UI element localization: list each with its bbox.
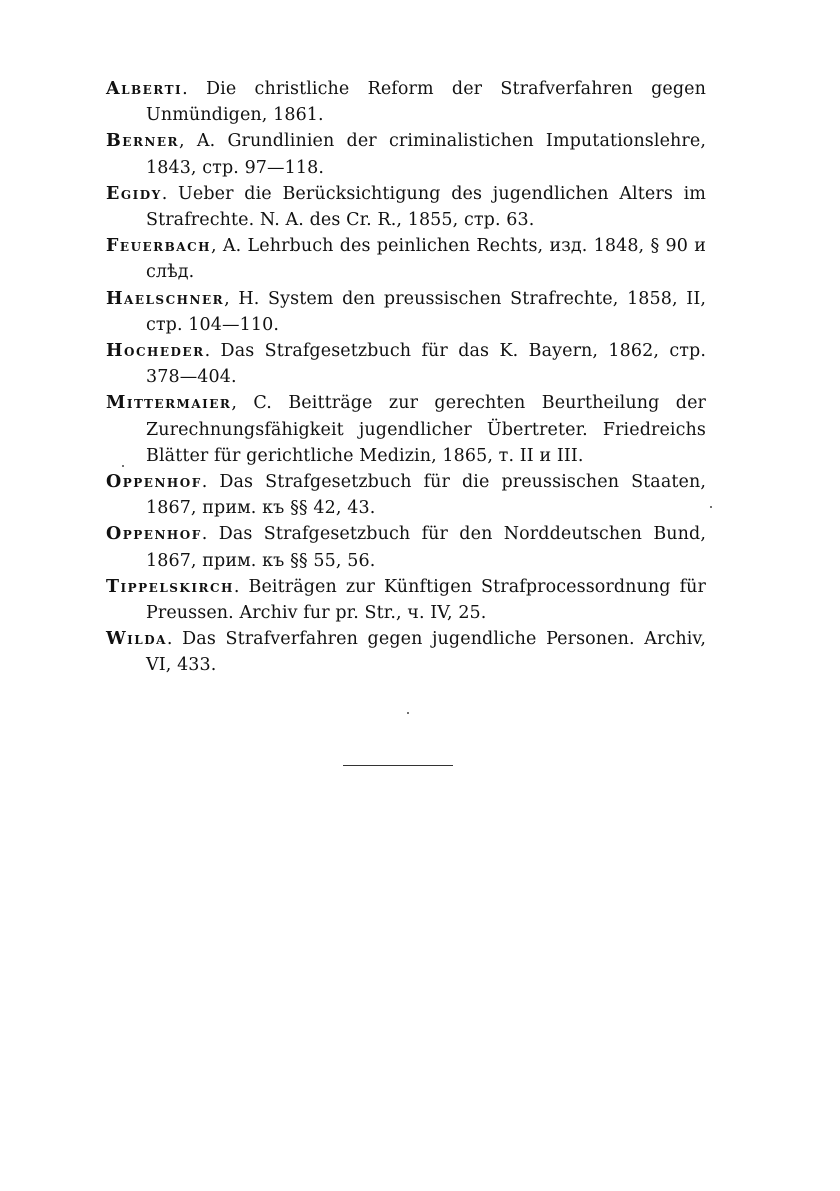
entry-author: Haelschner [106,288,225,309]
entry-author: Feuerbach [106,236,211,257]
scan-speck [407,712,409,714]
entry-text: . Beiträgen zur Künftigen Strafprocessordnung für Preussen. Archiv fur pr. Str., ч. IV, 25. [146,576,706,624]
scan-speck [122,465,124,467]
scan-speck [710,506,712,508]
bibliography-entry [106,233,706,285]
entry-text: . Das Strafgesetzbuch für den Norddeutschen Bund, 1867, прим. къ §§ 55, 56. [146,524,706,571]
entry-author: Alberti [106,79,183,99]
entry-author: Mittermaier [106,393,232,414]
bibliography-entry [106,181,706,233]
entry-text: . Das Strafgesetzbuch für die preussischen Staaten, 1867, прим. къ §§ 42, 43. [146,472,706,519]
entry-author: Oppenhof [106,472,202,493]
entry-text: . Ueber die Berücksichtigung des jugendlichen Alters im Strafrechte. N. A. des Cr. R., 1855, стр. 63. [146,183,706,231]
entry-author: Hocheder [106,341,205,362]
bibliography-entry [106,390,706,469]
bibliography-entry [106,286,706,338]
bibliography-entry [106,76,706,128]
bibliography-entry [106,626,706,678]
bibliography-entry [106,574,706,626]
bibliography-list [106,76,706,679]
entry-author: Berner [106,131,179,152]
entry-author: Oppenhof [106,524,202,545]
entry-text: , H. System den preussischen Strafrechte, 1858, II, стр. 104—110. [146,288,706,335]
bibliography-entry [106,338,706,390]
section-divider-rule [343,765,453,766]
entry-text: . Die christliche Reform der Strafverfahren gegen Unmündigen, 1861. [146,79,706,126]
entry-author: Egidy [106,183,162,204]
entry-text: , A. Grundlinien der criminalistichen Imputationslehre, 1843, стр. 97—118. [146,131,706,178]
entry-author: Wilda [106,629,167,650]
entry-author: Tippelskirch [106,576,234,597]
bibliography-entry [106,128,706,180]
entry-text: . Das Strafgesetzbuch für das K. Bayern, 1862, стр. 378—404. [146,341,706,388]
bibliography-entry [106,469,706,521]
entry-text: . Das Strafverfahren gegen jugendliche Personen. Archiv, VI, 433. [146,629,706,676]
entry-text: , A. Lehrbuch des peinlichen Rechts, изд. 1848, § 90 и слѣд. [146,236,706,283]
entry-text: , C. Beitträge zur gerechten Beurtheilung der Zurechnungsfähigkeit jugendlicher Übertreter. Friedreichs Blätter für gerichtliche Medizin, 1865, т. II и III. [146,393,706,466]
bibliography-entry [106,521,706,573]
